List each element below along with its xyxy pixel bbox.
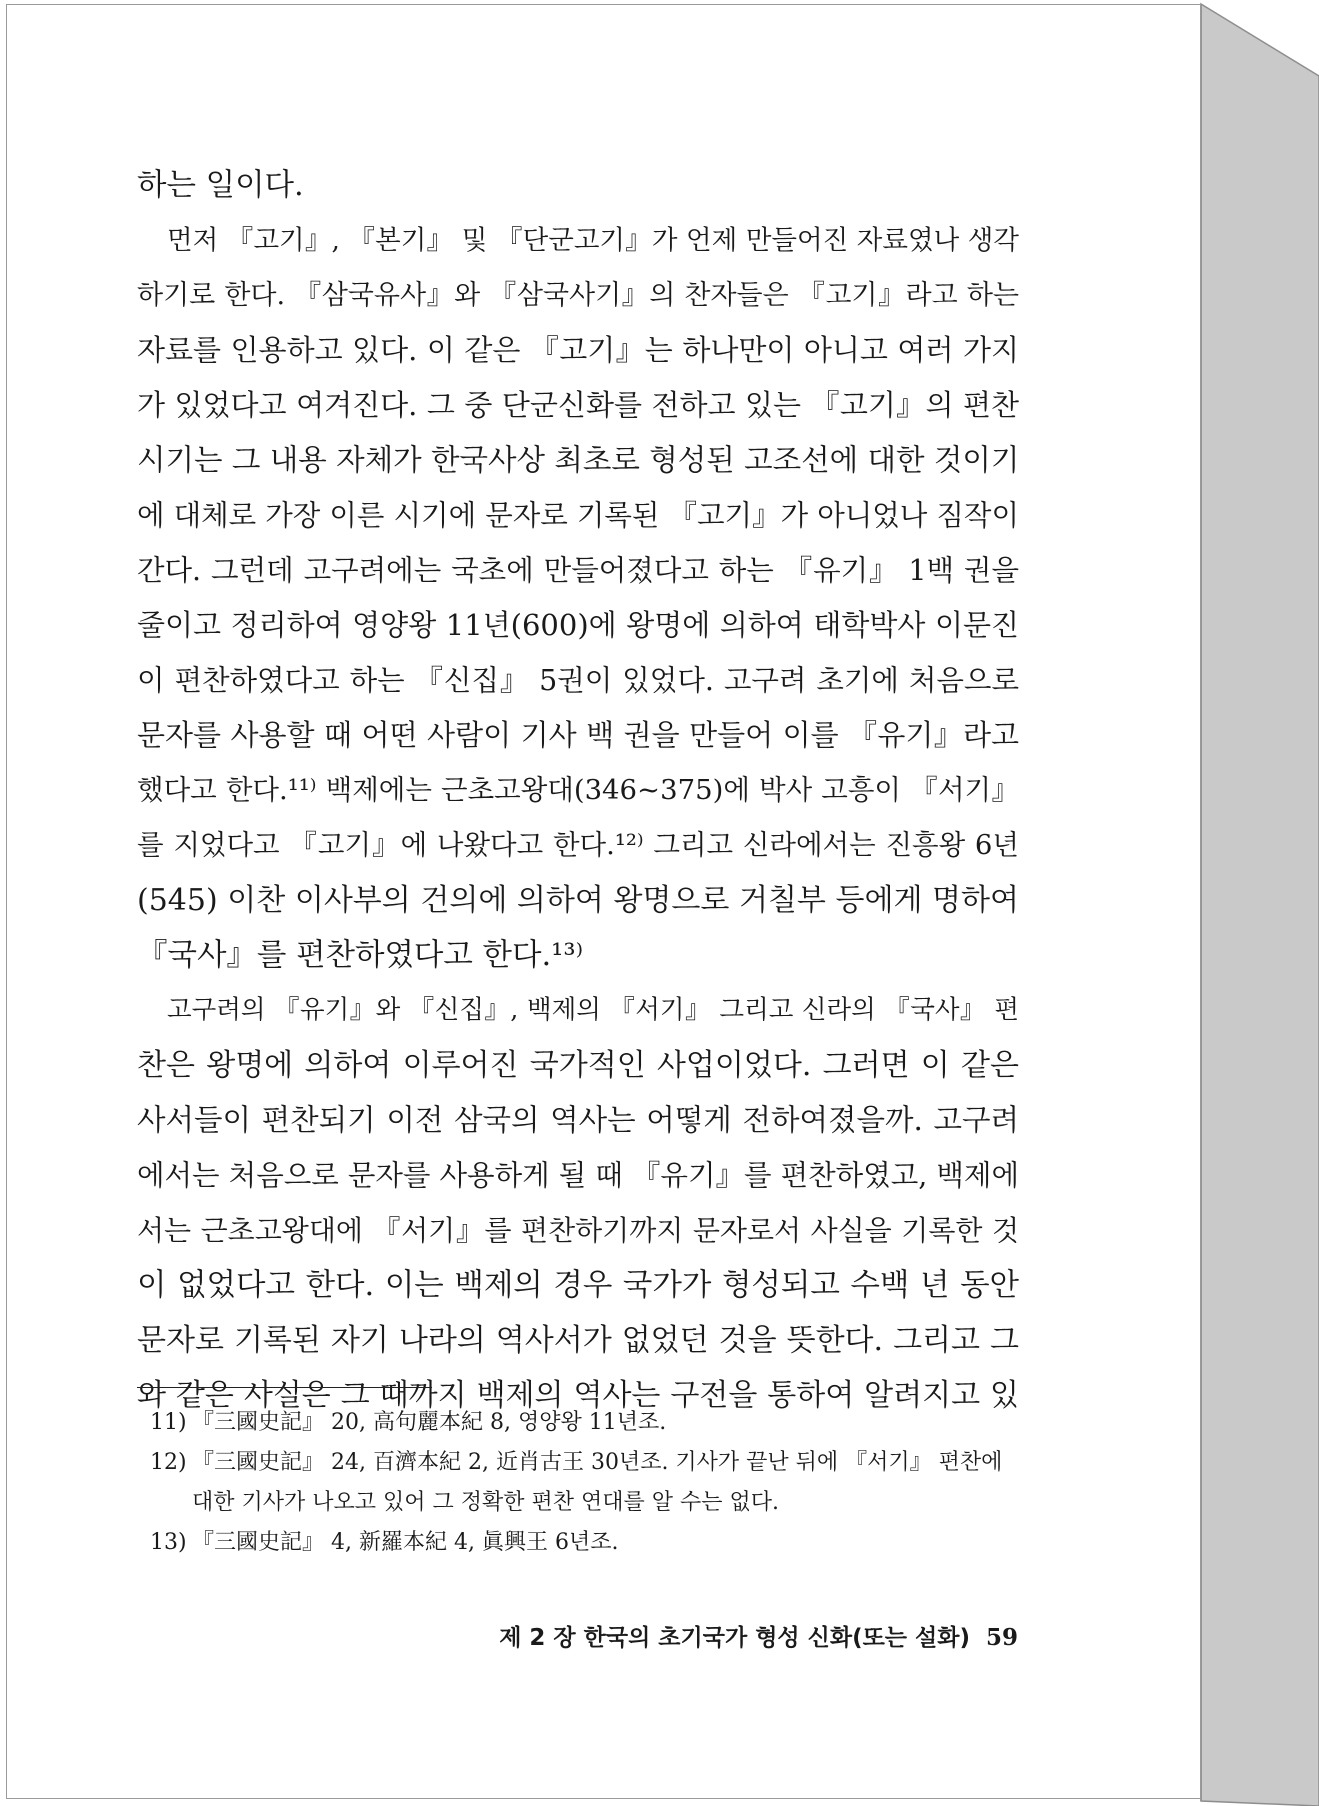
text-line: 를 지었다고 『고기』에 나왔다고 한다.¹²⁾ 그리고 신라에서는 진흥왕 6년 [137,829,1019,861]
text-line: 하기로 한다. 『삼국유사』와 『삼국사기』의 찬자들은 『고기』라고 하는 [137,280,1019,311]
footnote-line: 『三國史記』 20, 高句麗本紀 8, 영양왕 11년조. [192,1410,667,1435]
text-line: (545) 이찬 이사부의 건의에 의하여 왕명으로 거칠부 등에게 명하여 [137,883,1019,918]
text-line: 에 대체로 가장 이른 시기에 문자로 기록된 『고기』가 아니었나 짐작이 [137,499,1019,532]
footnote-number: 12) [150,1450,187,1475]
text-line: 이 편찬하였다고 하는 『신집』 5권이 있었다. 고구려 초기에 처음으로 [137,664,1019,697]
text-line: 문자를 사용할 때 어떤 사람이 기사 백 권을 만들어 이를 『유기』라고 [137,718,1019,752]
footnotes [150,1403,1022,1563]
body-text [137,158,1019,1423]
text-line: 자료를 인용하고 있다. 이 같은 『고기』는 하나만이 아니고 여러 가지 [137,333,1019,367]
page-footer [470,1619,1018,1652]
text-line: 서는 근초고왕대에 『서기』를 편찬하기까지 문자로서 사실을 기록한 것 [137,1214,1019,1247]
text-line: 문자로 기록된 자기 나라의 역사서가 없었던 것을 뜻한다. 그리고 그 [137,1323,1019,1358]
text-line: 『국사』를 편찬하였다고 한다.¹³⁾ [137,938,584,973]
text-line: 먼저 『고기』, 『본기』 및 『단군고기』가 언제 만들어진 자료였나 생각 [167,225,1019,256]
text-line: 사서들이 편찬되기 이전 삼국의 역사는 어떻게 전하여졌을까. 고구려 [137,1103,1019,1137]
footnote-text [192,1523,1022,1563]
footnote-text [192,1443,1022,1523]
text-line: 했다고 한다.¹¹⁾ 백제에는 근초고왕대(346~375)에 박사 고흥이 『서기』 [137,774,1019,806]
page-number: 59 [985,1624,1018,1651]
text-line: 시기는 그 내용 자체가 한국사상 최초로 형성된 고조선에 대한 것이기 [137,443,1019,477]
text-line: 간다. 그런데 고구려에는 국초에 만들어졌다고 하는 『유기』 1백 권을 [137,554,1019,587]
text-line: 찬은 왕명에 의하여 이루어진 국가적인 사업이었다. 그러면 이 같은 [137,1048,1019,1083]
footnote [150,1523,1022,1563]
footnote [150,1443,1022,1523]
footnote-divider [137,1387,432,1388]
footnote-text [192,1403,1022,1443]
footnote-number: 11) [150,1410,187,1435]
text-line: 와 같은 사실은 그 때까지 백제의 역사는 구전을 통하여 알려지고 있 [137,1378,1019,1413]
footnote-line: 『三國史記』 4, 新羅本紀 4, 眞興王 6년조. [192,1530,619,1555]
footnote-line: 대한 기사가 나오고 있어 그 정확한 편찬 연대를 알 수는 없다. [192,1490,779,1515]
text-line: 줄이고 정리하여 영양왕 11년(600)에 왕명에 의하여 태학박사 이문진 [137,608,1019,642]
text-line: 가 있었다고 여겨진다. 그 중 단군신화를 전하고 있는 『고기』의 편찬 [137,388,1019,422]
text-line: 이 없었다고 한다. 이는 백제의 경우 국가가 형성되고 수백 년 동안 [137,1268,1019,1303]
text-line: 에서는 처음으로 문자를 사용하게 될 때 『유기』를 편찬하였고, 백제에 [137,1159,1019,1192]
text-line: 하는 일이다. [137,168,304,203]
running-chapter-title: 제 2 장 한국의 초기국가 형성 신화(또는 설화) [499,1625,970,1651]
footnote [150,1403,1022,1443]
footnote-number: 13) [150,1530,187,1555]
footnote-line: 『三國史記』 24, 百濟本紀 2, 近肖古王 30년조. 기사가 끝난 뒤에 『서기』 편찬에 [192,1450,1003,1475]
text-line: 고구려의 『유기』와 『신집』, 백제의 『서기』 그리고 신라의 『국사』 편 [167,995,1019,1025]
